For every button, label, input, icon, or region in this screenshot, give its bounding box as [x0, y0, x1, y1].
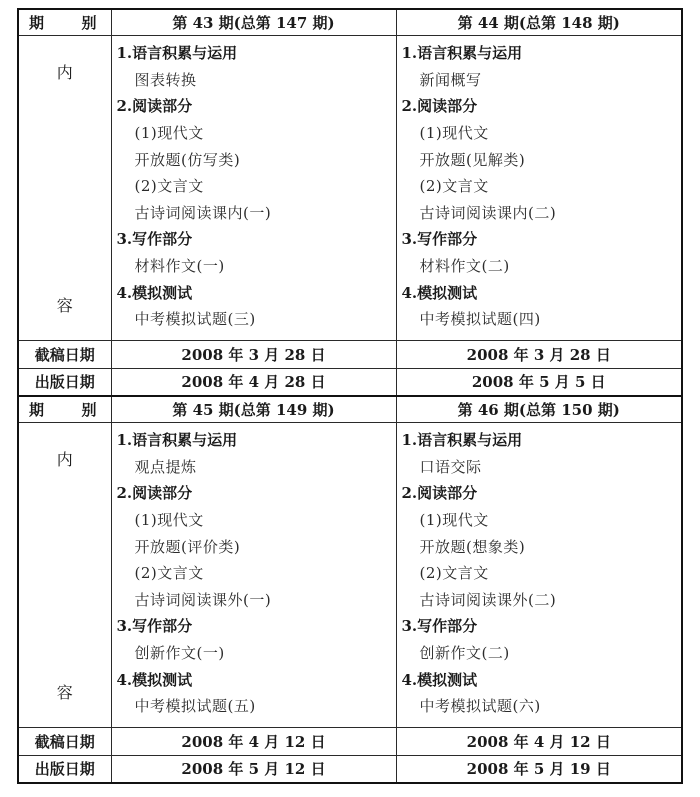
- section-heading: 2.阅读部分: [401, 97, 478, 116]
- period-label-char-1: 期: [29, 13, 45, 32]
- content-item: 开放题(见解类): [419, 150, 526, 169]
- publish-cell: [396, 755, 682, 783]
- content-label-char-2: 容: [56, 295, 73, 315]
- content-item: (2)文言文: [419, 564, 489, 583]
- section-heading: 4.模拟测试: [401, 670, 478, 689]
- content-item: (2)文言文: [419, 177, 489, 196]
- content-row: [18, 35, 682, 340]
- deadline-row: [18, 727, 682, 755]
- section-heading: 1.语言积累与运用: [401, 431, 523, 450]
- content-list: [112, 38, 396, 337]
- publish-date: 2008 年 5 月 12 日: [181, 760, 326, 779]
- content-label-cell: [18, 35, 111, 340]
- issue-title-cell: [111, 9, 396, 35]
- deadline-cell: [396, 727, 682, 755]
- deadline-cell: [396, 340, 682, 368]
- content-item: 创新作文(二): [419, 643, 510, 662]
- content-item: (1)现代文: [419, 124, 489, 143]
- section-heading: 1.语言积累与运用: [116, 44, 238, 63]
- issue-title-cell: [396, 396, 682, 422]
- content-item: 中考模拟试题(四): [419, 310, 541, 329]
- content-label-char-2: 容: [56, 682, 73, 702]
- section-heading: 3.写作部分: [401, 230, 478, 249]
- issue-content-cell: [396, 35, 682, 340]
- content-item: 古诗词阅读课内(二): [419, 203, 557, 222]
- section-heading: 2.阅读部分: [401, 484, 478, 503]
- period-label-char-1: 期: [29, 400, 45, 419]
- deadline-cell: [111, 340, 396, 368]
- issue-content-cell: [111, 35, 396, 340]
- publish-row: [18, 755, 682, 783]
- content-item: 中考模拟试题(三): [134, 310, 256, 329]
- issue-title: 第 45 期(总第 149 期): [172, 400, 335, 419]
- content-item: 中考模拟试题(六): [419, 697, 541, 716]
- publish-date: 2008 年 4 月 28 日: [181, 373, 326, 392]
- publish-label-cell: [18, 755, 111, 783]
- deadline-date: 2008 年 3 月 28 日: [181, 345, 326, 364]
- section-heading: 1.语言积累与运用: [401, 44, 523, 63]
- section-heading: 3.写作部分: [401, 617, 478, 636]
- section-heading: 4.模拟测试: [116, 670, 193, 689]
- content-item: 开放题(仿写类): [134, 150, 241, 169]
- issue-content-cell: [396, 422, 682, 727]
- deadline-date: 2008 年 4 月 12 日: [181, 732, 326, 751]
- content-item: 开放题(评价类): [134, 537, 241, 556]
- publish-label-cell: [18, 368, 111, 396]
- content-list: [397, 38, 682, 337]
- publish-row: [18, 368, 682, 396]
- content-item: 新闻概写: [419, 70, 482, 89]
- publish-label: 出版日期: [34, 373, 95, 392]
- content-item: 开放题(想象类): [419, 537, 526, 556]
- publish-date: 2008 年 5 月 5 日: [471, 373, 606, 392]
- period-label-cell: [18, 396, 111, 422]
- deadline-label-cell: [18, 727, 111, 755]
- content-label-char-1: 内: [56, 62, 73, 82]
- content-row: [18, 422, 682, 727]
- content-item: 创新作文(一): [134, 643, 225, 662]
- deadline-date: 2008 年 3 月 28 日: [466, 345, 611, 364]
- publish-cell: [396, 368, 682, 396]
- content-item: 材料作文(二): [419, 256, 510, 275]
- content-item: (1)现代文: [134, 511, 204, 530]
- section-heading: 1.语言积累与运用: [116, 431, 238, 450]
- issue-title: 第 43 期(总第 147 期): [172, 13, 335, 32]
- content-item: (2)文言文: [134, 564, 204, 583]
- content-label-cell: [18, 422, 111, 727]
- content-item: 古诗词阅读课外(二): [419, 590, 557, 609]
- period-label-char-2: 别: [81, 13, 97, 32]
- deadline-date: 2008 年 4 月 12 日: [466, 732, 611, 751]
- issue-title: 第 46 期(总第 150 期): [457, 400, 620, 419]
- publish-cell: [111, 755, 396, 783]
- content-item: 古诗词阅读课内(一): [134, 203, 272, 222]
- content-label-char-1: 内: [56, 449, 73, 469]
- content-item: 材料作文(一): [134, 256, 225, 275]
- section-heading: 4.模拟测试: [116, 283, 193, 302]
- period-header-row: [18, 9, 682, 35]
- content-item: 古诗词阅读课外(一): [134, 590, 272, 609]
- publish-label: 出版日期: [34, 760, 95, 779]
- deadline-row: [18, 340, 682, 368]
- deadline-label: 截稿日期: [34, 732, 95, 751]
- section-heading: 3.写作部分: [116, 617, 193, 636]
- issue-content-cell: [111, 422, 396, 727]
- issue-schedule-table: [17, 8, 683, 784]
- deadline-label-cell: [18, 340, 111, 368]
- period-label-char-2: 别: [81, 400, 97, 419]
- content-item: (2)文言文: [134, 177, 204, 196]
- period-header-row: [18, 396, 682, 422]
- issue-title-cell: [111, 396, 396, 422]
- content-item: (1)现代文: [419, 511, 489, 530]
- period-label-cell: [18, 9, 111, 35]
- section-heading: 2.阅读部分: [116, 484, 193, 503]
- deadline-label: 截稿日期: [34, 345, 95, 364]
- publish-date: 2008 年 5 月 19 日: [466, 760, 611, 779]
- content-list: [112, 425, 396, 724]
- issue-title-cell: [396, 9, 682, 35]
- content-item: (1)现代文: [134, 124, 204, 143]
- publish-cell: [111, 368, 396, 396]
- content-item: 口语交际: [419, 457, 482, 476]
- content-list: [397, 425, 682, 724]
- content-item: 观点提炼: [134, 457, 197, 476]
- section-heading: 2.阅读部分: [116, 97, 193, 116]
- section-heading: 4.模拟测试: [401, 283, 478, 302]
- section-heading: 3.写作部分: [116, 230, 193, 249]
- deadline-cell: [111, 727, 396, 755]
- issue-title: 第 44 期(总第 148 期): [457, 13, 620, 32]
- content-item: 图表转换: [134, 70, 197, 89]
- content-item: 中考模拟试题(五): [134, 697, 256, 716]
